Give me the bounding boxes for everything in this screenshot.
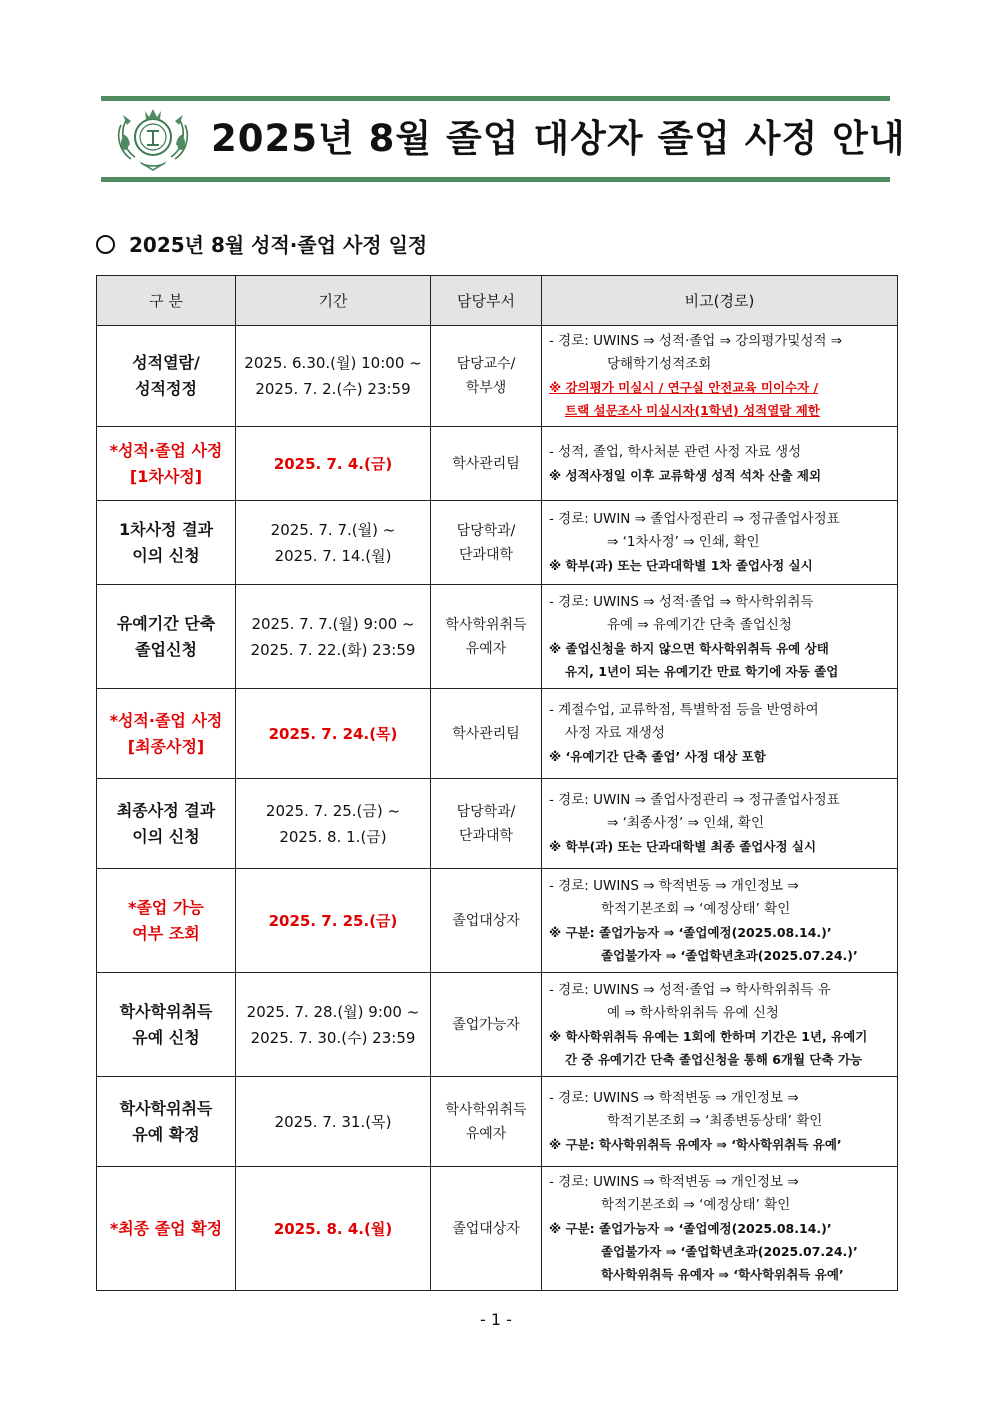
section-heading: [96, 230, 427, 260]
table-row: [97, 427, 898, 501]
row-notes: - 경로: UWINS ⇒ 성적·졸업 ⇒ 학사학위취득 유 예 ⇒ 학사학위취득 유예 신청 ※ 학사학위취득 유예는 1회에 한하며 기간은 1년, 유예기 간 중 유예기간 단축 졸업신청을 통해 6개월 단축 가능: [542, 973, 898, 1077]
row-dept: 졸업대상자: [431, 1167, 542, 1291]
page-number: - 1 -: [480, 1310, 512, 1329]
row-notes: - 경로: UWINS ⇒ 학적변동 ⇒ 개인정보 ⇒ 학적기본조회 ⇒ ‘예정상태’ 확인 ※ 구분: 졸업가능자 ⇒ ‘졸업예정(2025.08.14.)’ 졸업불가자 ⇒ ‘졸업학년초과(2025.07.24.)’: [542, 869, 898, 973]
row-category: *최종 졸업 확정: [97, 1167, 236, 1291]
row-notes: - 경로: UWINS ⇒ 성적·졸업 ⇒ 강의평가및성적 ⇒ 당해학기성적조회 ※ 강의평가 미실시 / 연구실 안전교육 미이수자 / 트랙 설문조사 미실시자(1학년) 성적열람 제한: [542, 326, 898, 427]
row-dept: 학사관리팀: [431, 427, 542, 501]
table-row: [97, 326, 898, 427]
table-row: [97, 501, 898, 585]
schedule-table: [96, 275, 898, 1291]
row-period: 2025. 7. 7.(월) ~ 2025. 7. 14.(월): [236, 501, 431, 585]
table-row: [97, 1077, 898, 1167]
table-row: [97, 869, 898, 973]
page-title: 2025년 8월 졸업 대상자 졸업 사정 안내: [211, 117, 906, 160]
header-notes: 비고(경로): [542, 276, 898, 326]
row-dept: 학사관리팀: [431, 689, 542, 779]
row-period: 2025. 7. 25.(금): [236, 869, 431, 973]
row-period: 2025. 7. 24.(목): [236, 689, 431, 779]
university-emblem-icon: [113, 105, 193, 171]
row-dept: 담당학과/ 단과대학: [431, 779, 542, 869]
row-period: 2025. 7. 7.(월) 9:00 ~ 2025. 7. 22.(화) 23:59: [236, 585, 431, 689]
row-notes: - 경로: UWIN ⇒ 졸업사정관리 ⇒ 정규졸업사정표 ⇒ ‘최종사정’ ⇒ 인쇄, 확인 ※ 학부(과) 또는 단과대학별 최종 졸업사정 실시: [542, 779, 898, 869]
header-dept: 담당부서: [431, 276, 542, 326]
row-category: *성적·졸업 사정 [최종사정]: [97, 689, 236, 779]
row-dept: 학사학위취득 유예자: [431, 585, 542, 689]
title-banner: [101, 96, 906, 182]
row-notes: - 경로: UWINS ⇒ 학적변동 ⇒ 개인정보 ⇒ 학적기본조회 ⇒ ‘예정상태’ 확인 ※ 구분: 졸업가능자 ⇒ ‘졸업예정(2025.08.14.)’ 졸업불가자 ⇒ ‘졸업학년초과(2025.07.24.)’ 학사학위취득 유예자 ⇒ ‘학사학위취득 유예’: [542, 1167, 898, 1291]
row-dept: 학사학위취득 유예자: [431, 1077, 542, 1167]
section-title: 2025년 8월 성적·졸업 사정 일정: [129, 233, 428, 257]
row-notes: - 경로: UWINS ⇒ 성적·졸업 ⇒ 학사학위취득 유예 ⇒ 유예기간 단축 졸업신청 ※ 졸업신청을 하지 않으면 학사학위취득 유예 상태 유지, 1년이 되는 유예기간 만료 학기에 자동 졸업: [542, 585, 898, 689]
table-row: [97, 585, 898, 689]
table-row: [97, 973, 898, 1077]
header-category: 구 분: [97, 276, 236, 326]
table-row: [97, 689, 898, 779]
row-dept: 졸업가능자: [431, 973, 542, 1077]
row-notes: - 성적, 졸업, 학사처분 관련 사정 자료 생성 ※ 성적사정일 이후 교류학생 성적 석차 산출 제외: [542, 427, 898, 501]
table-row: [97, 1167, 898, 1291]
row-dept: 담당교수/ 학부생: [431, 326, 542, 427]
row-category: 성적열람/ 성적정정: [97, 326, 236, 427]
row-category: 학사학위취득 유예 확정: [97, 1077, 236, 1167]
row-category: *졸업 가능 여부 조회: [97, 869, 236, 973]
table-row: [97, 779, 898, 869]
title-rule-top: [101, 96, 890, 101]
row-category: 학사학위취득 유예 신청: [97, 973, 236, 1077]
header-period: 기간: [236, 276, 431, 326]
row-period: 2025. 6.30.(월) 10:00 ~ 2025. 7. 2.(수) 23:59: [236, 326, 431, 427]
circle-bullet-icon: [96, 235, 115, 254]
row-dept: 졸업대상자: [431, 869, 542, 973]
row-period: 2025. 7. 31.(목): [236, 1077, 431, 1167]
row-category: 유예기간 단축 졸업신청: [97, 585, 236, 689]
row-category: *성적·졸업 사정 [1차사정]: [97, 427, 236, 501]
row-period: 2025. 8. 4.(월): [236, 1167, 431, 1291]
row-category: 최종사정 결과 이의 신청: [97, 779, 236, 869]
title-rule-bottom: [101, 177, 890, 182]
row-dept: 담당학과/ 단과대학: [431, 501, 542, 585]
row-notes: - 경로: UWIN ⇒ 졸업사정관리 ⇒ 정규졸업사정표 ⇒ ‘1차사정’ ⇒ 인쇄, 확인 ※ 학부(과) 또는 단과대학별 1차 졸업사정 실시: [542, 501, 898, 585]
row-period: 2025. 7. 4.(금): [236, 427, 431, 501]
row-notes: - 경로: UWINS ⇒ 학적변동 ⇒ 개인정보 ⇒ 학적기본조회 ⇒ ‘최종변동상태’ 확인 ※ 구분: 학사학위취득 유예자 ⇒ ‘학사학위취득 유예’: [542, 1077, 898, 1167]
row-notes: - 계절수업, 교류학점, 특별학점 등을 반영하여 사정 자료 재생성 ※ ‘유예기간 단축 졸업’ 사정 대상 포함: [542, 689, 898, 779]
table-header-row: [97, 276, 898, 326]
row-category: 1차사정 결과 이의 신청: [97, 501, 236, 585]
row-period: 2025. 7. 28.(월) 9:00 ~ 2025. 7. 30.(수) 23:59: [236, 973, 431, 1077]
row-period: 2025. 7. 25.(금) ~ 2025. 8. 1.(금): [236, 779, 431, 869]
